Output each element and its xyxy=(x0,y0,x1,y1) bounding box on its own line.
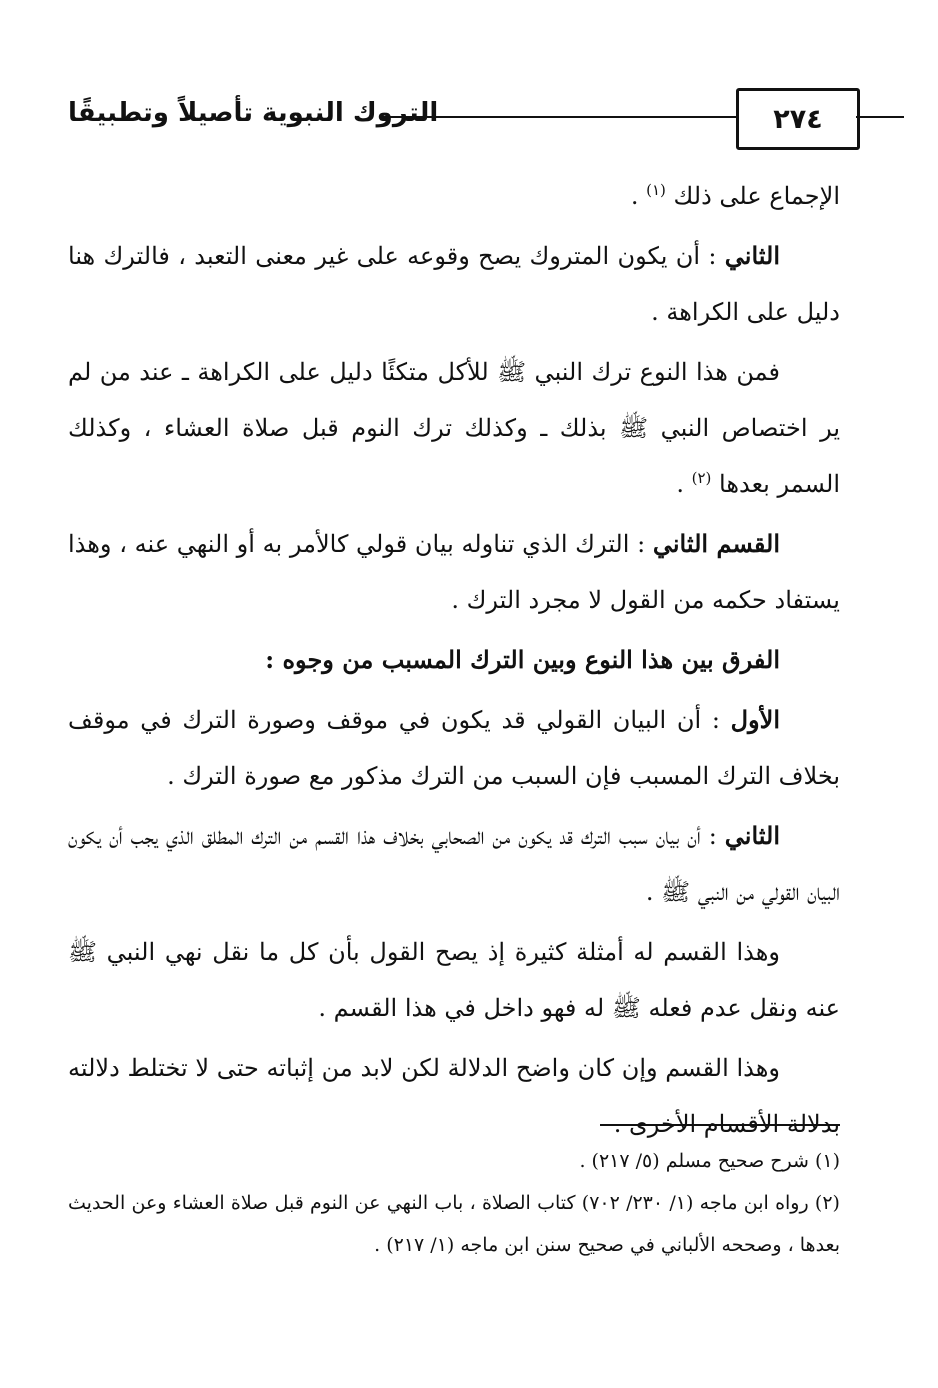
header-rule-left xyxy=(380,116,780,118)
paragraph-1-end: . xyxy=(630,182,639,210)
footnote-separator xyxy=(600,1124,840,1126)
footnote-2: (٢) رواه ابن ماجه (١/ ٢٣٠/ ٧٠٢) كتاب الصلاة ، باب النهي عن النوم قبل صلاة العشاء وعن الحديث بعدها ، وصححه الألباني في صحيح سنن ابن ماجه (١/ ٢١٧) . xyxy=(68,1192,840,1256)
page-header xyxy=(68,88,838,158)
paragraph-5 xyxy=(68,632,840,688)
footnote-ref-2[interactable]: (٢) xyxy=(691,469,712,487)
paragraph-9 xyxy=(68,1040,840,1152)
header-rule-right xyxy=(856,116,904,118)
paragraph-6-lead: الأول xyxy=(730,705,780,734)
paragraph-2 xyxy=(68,228,840,340)
paragraph-4-text: : الترك الذي تناوله بيان قولي كالأمر به أو النهي عنه ، وهذا يستفاد حكمه من القول لا مجرد الترك . xyxy=(68,530,840,614)
paragraph-2-lead: الثاني xyxy=(724,241,780,270)
paragraph-7-text: : أن بيان سبب الترك قد يكون من الصحابي بخلاف هذا القسم من الترك المطلق الذي يجب أن يكون البيان القولي من النبي ﷺ . xyxy=(68,822,840,906)
paragraph-5-lead: الفرق بين هذا النوع وبين الترك المسبب من وجوه : xyxy=(265,645,780,674)
paragraph-7 xyxy=(68,808,840,920)
paragraph-1 xyxy=(68,168,840,224)
paragraph-9-text: وهذا القسم وإن كان واضح الدلالة لكن لابد من إثباته حتى لا تختلط دلالته بدلالة الأقسام الأخرى . xyxy=(68,1054,840,1138)
paragraph-6 xyxy=(68,692,840,804)
page-number-box xyxy=(736,88,860,150)
paragraph-4-lead: القسم الثاني xyxy=(652,529,781,558)
footnote-ref-1[interactable]: (١) xyxy=(646,181,666,199)
paragraph-7-lead: الثاني xyxy=(724,821,780,850)
paragraph-2-text: : أن يكون المتروك يصح وقوعه على غير معنى التعبد ، فالترك هنا دليل على الكراهة . xyxy=(68,242,840,326)
paragraph-8-text: وهذا القسم له أمثلة كثيرة إذ يصح القول بأن كل ما نقل نهي النبي ﷺ عنه ونقل عدم فعله ﷺ له فهو داخل في هذا القسم . xyxy=(68,938,840,1022)
paragraph-8 xyxy=(68,924,840,1036)
paragraph-3 xyxy=(68,344,840,512)
running-title: التروك النبوية تأصيلاً وتطبيقًا xyxy=(68,98,439,128)
main-text xyxy=(68,168,840,1156)
paragraph-1-text: الإجماع على ذلك xyxy=(673,182,840,210)
paragraph-4 xyxy=(68,516,840,628)
paragraph-3-end: . xyxy=(676,470,684,498)
paragraph-6-text: : أن البيان القولي قد يكون في موقف وصورة الترك في موقف بخلاف الترك المسبب فإن السبب من الترك مذكور مع صورة الترك . xyxy=(68,706,840,790)
page-number: ٢٧٤ xyxy=(773,103,823,135)
footnote-1: (١) شرح صحيح مسلم (٥/ ٢١٧) . xyxy=(579,1150,840,1172)
paragraph-3-text: فمن هذا النوع ترك النبي ﷺ للأكل متكئًا دليل على الكراهة ـ عند من لم ير اختصاص النبي ﷺ بذلك ـ وكذلك ترك النوم قبل صلاة العشاء ، وكذلك السمر بعدها xyxy=(68,358,840,498)
footnotes xyxy=(68,1140,840,1266)
